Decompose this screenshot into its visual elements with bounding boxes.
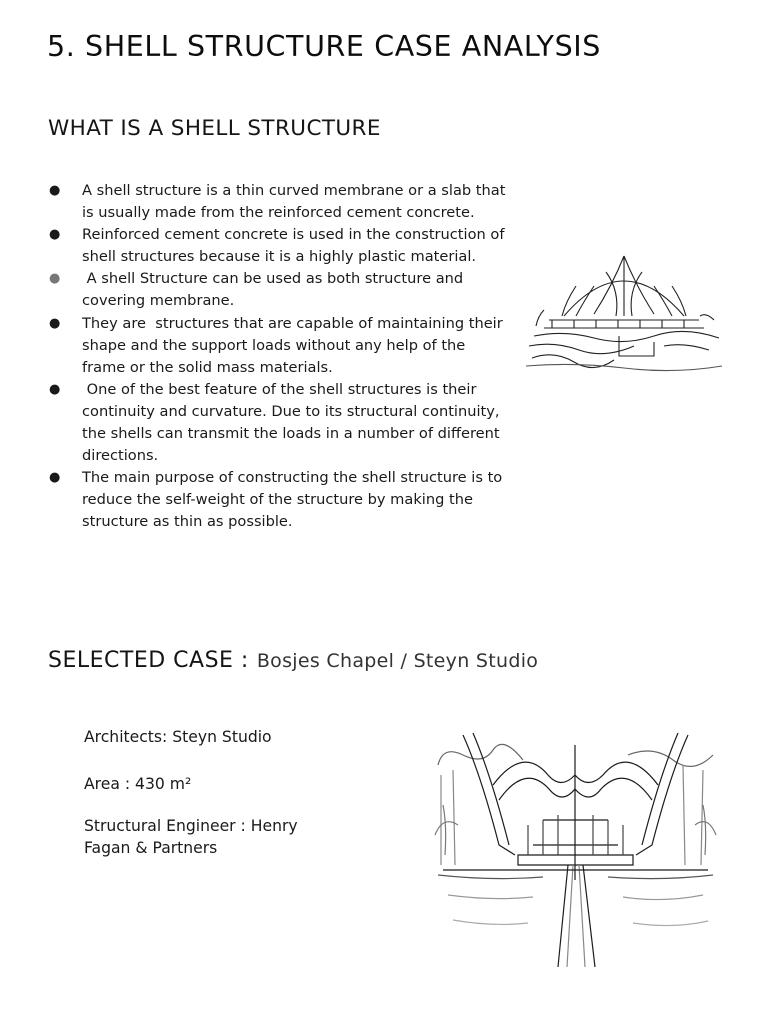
case-label: SELECTED CASE : — [48, 648, 249, 673]
bullet-text: They are structures that are capable of maintaining their shape and the support loads without any help of the frame or the solid mass materials. — [82, 314, 508, 376]
bullet-text: A shell structure is a thin curved membrane or a slab that is usually made from the reinforced cement concrete. — [82, 182, 506, 222]
page-title: 5. SHELL STRUCTURE CASE ANALYSIS — [47, 30, 601, 63]
bullet-list — [46, 180, 506, 534]
bullet-dot-icon: ● — [49, 315, 61, 331]
bosjes-chapel-sketch — [433, 705, 718, 970]
bullet-item — [46, 180, 506, 224]
bullet-text: The main purpose of constructing the shell structure is to reduce the self-weight of the structure by making the structure as thin as possible. — [82, 469, 503, 531]
bullet-text: Reinforced cement concrete is used in the construction of shell structures because it is a highly plastic material. — [82, 226, 505, 266]
bullet-dot-icon: ● — [49, 381, 61, 397]
section-heading: WHAT IS A SHELL STRUCTURE — [48, 116, 381, 141]
bullet-dot-icon: ● — [49, 183, 61, 198]
bullet-text: One of the best feature of the shell structures is their continuity and curvature. Due to its structural continuity, the shells can transmit the loads in a number of different directions. — [82, 380, 505, 465]
selected-case — [48, 648, 538, 673]
lotus-temple-sketch — [524, 246, 724, 376]
bullet-dot-icon: ● — [49, 227, 61, 243]
bullet-dot-icon: ● — [49, 271, 61, 287]
bullet-item — [46, 313, 506, 379]
bullet-text: A shell Structure can be used as both structure and covering membrane. — [82, 270, 468, 310]
bullet-item — [46, 224, 506, 268]
bullet-item — [46, 268, 506, 312]
architects-text: Architects: Steyn Studio — [84, 728, 272, 746]
case-value: Bosjes Chapel / Steyn Studio — [256, 650, 539, 672]
engineer-text: Structural Engineer : Henry Fagan & Partners — [84, 817, 298, 857]
area-text: Area : 430 m² — [84, 775, 192, 793]
bullet-item — [46, 467, 506, 533]
bullet-dot-icon: ● — [49, 470, 61, 486]
bullet-item — [46, 379, 506, 467]
